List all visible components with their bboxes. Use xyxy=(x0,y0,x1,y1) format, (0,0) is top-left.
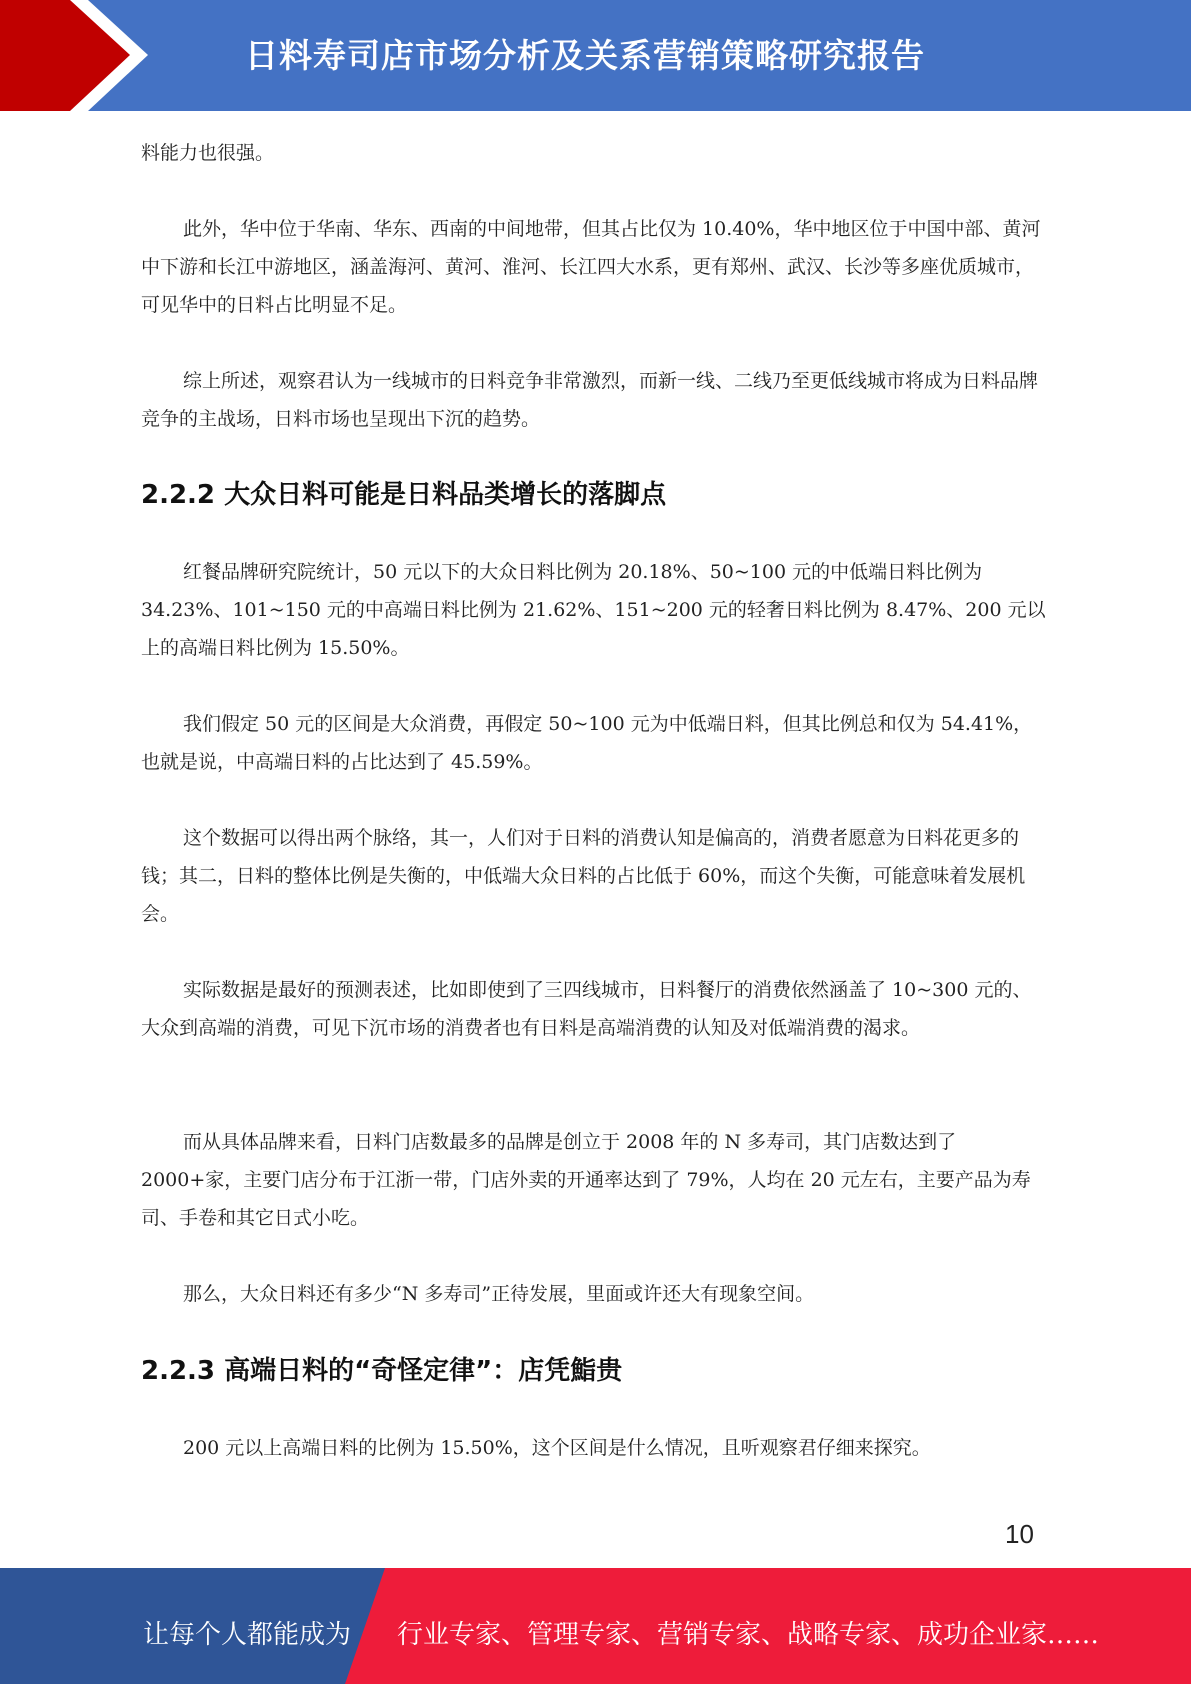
footer-slogan-right: 行业专家、管理专家、营销专家、战略专家、成功企业家…… xyxy=(397,1620,1100,1650)
paragraph: 我们假定 50 元的区间是大众消费，再假定 50~100 元为中低端日料，但其比例总和仅为 54.41%，也就是说，中高端日料的占比达到了 45.59%。 xyxy=(141,713,1033,773)
paragraph: 200 元以上高端日料的比例为 15.50%，这个区间是什么情况，且听观察君仔细来探究。 xyxy=(183,1437,931,1459)
section-heading-2-2-3: 2.2.3 高端日料的“奇怪定律”：店凭鮨贵 xyxy=(141,1356,623,1386)
section-heading-2-2-2: 2.2.2 大众日料可能是日料品类增长的落脚点 xyxy=(141,480,667,510)
paragraph: 综上所述，观察君认为一线城市的日料竞争非常激烈，而新一线、二线乃至更低线城市将成为日料品牌竞争的主战场，日料市场也呈现出下沉的趋势。 xyxy=(141,370,1039,430)
report-title: 日料寿司店市场分析及关系营销策略研究报告 xyxy=(245,36,925,75)
page-footer xyxy=(0,1568,1191,1684)
paragraph: 料能力也很强。 xyxy=(141,142,275,164)
page-number: 10 xyxy=(1005,1519,1034,1549)
paragraph: 红餐品牌研究院统计，50 元以下的大众日料比例为 20.18%、50~100 元的中低端日料比例为 34.23%、101~150 元的中高端日料比例为 21.62%、151~200 元的轻奢日料比例为 8.47%、200 元以上的高端日料比例为 15.50%。 xyxy=(141,561,1046,659)
paragraph: 实际数据是最好的预测表述，比如即使到了三四线城市，日料餐厅的消费依然涵盖了 10~300 元的、大众到高端的消费，可见下沉市场的消费者也有日料是高端消费的认知及对低端消费的渴求。 xyxy=(141,979,1032,1039)
paragraph: 这个数据可以得出两个脉络，其一，人们对于日料的消费认知是偏高的，消费者愿意为日料花更多的钱；其二，日料的整体比例是失衡的，中低端大众日料的占比低于 60%，而这个失衡，可能意味着发展机会。 xyxy=(141,827,1026,925)
paragraph: 此外，华中位于华南、华东、西南的中间地带，但其占比仅为 10.40%，华中地区位于中国中部、黄河中下游和长江中游地区，涵盖海河、黄河、淮河、长江四大水系，更有郑州、武汉、长沙等多座优质城市，可见华中的日料占比明显不足。 xyxy=(141,218,1041,316)
page-header xyxy=(0,0,1191,111)
header-chevron-icon xyxy=(0,0,160,111)
footer-slogan-left: 让每个人都能成为 xyxy=(143,1620,352,1650)
paragraph: 而从具体品牌来看，日料门店数最多的品牌是创立于 2008 年的 N 多寿司，其门店数达到了 2000+家，主要门店分布于江浙一带，门店外卖的开通率达到了 79%，人均在 20 元左右，主要产品为寿司、手卷和其它日式小吃。 xyxy=(141,1131,1031,1229)
paragraph: 那么，大众日料还有多少“N 多寿司”正待发展，里面或许还大有现象空间。 xyxy=(183,1283,815,1305)
